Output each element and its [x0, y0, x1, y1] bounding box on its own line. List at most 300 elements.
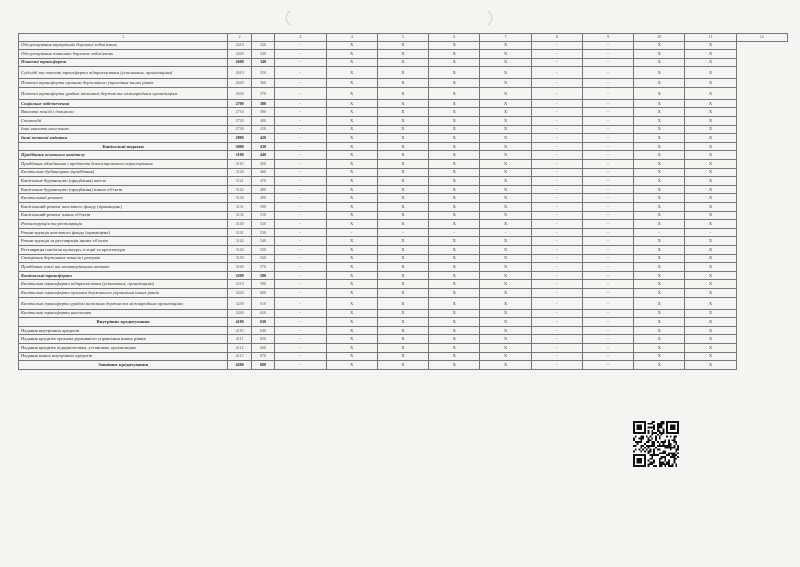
- table-cell: X: [480, 203, 531, 212]
- row-code: 500: [251, 203, 274, 212]
- row-code: 3200: [228, 271, 251, 280]
- row-code: 2410: [228, 41, 251, 50]
- row-label: Придбання землі та нематеріальних активів: [19, 263, 228, 272]
- table-cell: X: [634, 168, 685, 177]
- row-label: Капітальні трансферти органам державного управління інших рівнів: [19, 288, 228, 297]
- row-code: 4111: [228, 335, 251, 344]
- table-cell: X: [429, 220, 480, 229]
- table-cell: X: [377, 117, 428, 126]
- row-code: 3120: [228, 168, 251, 177]
- table-cell: X: [685, 343, 736, 352]
- table-cell: X: [326, 87, 377, 99]
- row-code: 3143: [228, 245, 251, 254]
- row-label: Поточні трансферти: [19, 58, 228, 67]
- table-cell: X: [377, 203, 428, 212]
- table-cell: -: [582, 194, 633, 203]
- table-cell: X: [685, 87, 736, 99]
- table-cell: X: [326, 335, 377, 344]
- table-cell: -: [531, 309, 582, 318]
- table-cell: X: [326, 177, 377, 186]
- table-cell: X: [326, 271, 377, 280]
- table-cell: X: [685, 280, 736, 289]
- table-cell: X: [480, 142, 531, 151]
- table-cell: X: [480, 237, 531, 246]
- row-code: 3230: [228, 297, 251, 309]
- table-row: [19, 335, 788, 344]
- table-cell: X: [480, 335, 531, 344]
- row-label: Придбання основного капіталу: [19, 151, 228, 160]
- table-row: [19, 203, 788, 212]
- table-cell: X: [429, 343, 480, 352]
- row-label: Капітальне будівництво (придбання): [19, 168, 228, 177]
- table-cell: -: [531, 177, 582, 186]
- table-row: [19, 245, 788, 254]
- table-cell: X: [326, 67, 377, 79]
- table-cell: X: [685, 50, 736, 59]
- table-cell: X: [429, 352, 480, 361]
- table-cell: X: [326, 168, 377, 177]
- table-row: [19, 79, 788, 88]
- table-cell: X: [480, 220, 531, 229]
- table-cell: X: [429, 280, 480, 289]
- table-cell: X: [429, 168, 480, 177]
- row-code: 360: [251, 79, 274, 88]
- row-code: 3220: [228, 288, 251, 297]
- table-row: [19, 288, 788, 297]
- row-label: Капітальне будівництво (придбання) житла: [19, 177, 228, 186]
- table-cell: X: [326, 280, 377, 289]
- table-cell: X: [685, 79, 736, 88]
- row-code: 3132: [228, 211, 251, 220]
- table-cell: X: [429, 211, 480, 220]
- row-label: Придбання обладнання і предметів довгострокового користування: [19, 160, 228, 169]
- table-cell: -: [531, 125, 582, 134]
- row-label: Надання кредитів підприємствам, установам, організаціям: [19, 343, 228, 352]
- table-cell: X: [480, 87, 531, 99]
- table-cell: X: [480, 151, 531, 160]
- table-cell: X: [326, 142, 377, 151]
- table-cell: -: [531, 87, 582, 99]
- table-cell: -: [582, 41, 633, 50]
- table-cell: -: [582, 151, 633, 160]
- table-cell: X: [634, 125, 685, 134]
- table-cell: X: [377, 280, 428, 289]
- table-cell: -: [582, 271, 633, 280]
- table-row: [19, 142, 788, 151]
- table-cell: X: [480, 108, 531, 117]
- row-label: Створення державних запасів і резервів: [19, 254, 228, 263]
- table-cell: X: [634, 271, 685, 280]
- table-cell: X: [480, 361, 531, 370]
- row-code: 3100: [228, 151, 251, 160]
- table-cell: X: [685, 134, 736, 143]
- table-cell: X: [377, 211, 428, 220]
- table-cell: X: [326, 237, 377, 246]
- table-cell: X: [429, 297, 480, 309]
- table-cell: X: [326, 297, 377, 309]
- row-code: 640: [251, 326, 274, 335]
- table-cell: X: [685, 108, 736, 117]
- table-cell: X: [480, 194, 531, 203]
- table-cell: X: [480, 254, 531, 263]
- table-cell: X: [480, 168, 531, 177]
- table-cell: X: [326, 211, 377, 220]
- table-cell: X: [326, 288, 377, 297]
- table-cell: X: [634, 177, 685, 186]
- table-cell: X: [377, 41, 428, 50]
- table-cell: X: [429, 99, 480, 108]
- row-code: 380: [251, 99, 274, 108]
- row-code: 460: [251, 168, 274, 177]
- table-cell: X: [634, 326, 685, 335]
- table-cell: X: [377, 361, 428, 370]
- table-cell: X: [634, 160, 685, 169]
- row-label: Інші виплати населенню: [19, 125, 228, 134]
- table-cell: X: [480, 177, 531, 186]
- row-code: 660: [251, 343, 274, 352]
- row-code: 630: [251, 318, 274, 327]
- table-cell: -: [275, 352, 326, 361]
- table-cell: -: [582, 254, 633, 263]
- table-cell: -: [531, 288, 582, 297]
- table-cell: -: [275, 117, 326, 126]
- table-cell: X: [634, 194, 685, 203]
- table-cell: X: [634, 288, 685, 297]
- table-cell: X: [685, 326, 736, 335]
- table-cell: X: [377, 288, 428, 297]
- table-cell: X: [326, 254, 377, 263]
- table-cell: X: [429, 254, 480, 263]
- table-cell: X: [429, 309, 480, 318]
- table-row: [19, 108, 788, 117]
- table-cell: -: [582, 108, 633, 117]
- table-cell: -: [275, 177, 326, 186]
- table-cell: -: [582, 185, 633, 194]
- table-cell: -: [582, 99, 633, 108]
- table-cell: X: [377, 335, 428, 344]
- table-cell: X: [377, 352, 428, 361]
- table-cell: X: [685, 58, 736, 67]
- table-cell: X: [634, 220, 685, 229]
- table-cell: -: [582, 245, 633, 254]
- table-cell: X: [429, 177, 480, 186]
- table-cell: -: [582, 203, 633, 212]
- row-code: 3110: [228, 160, 251, 169]
- table-cell: X: [326, 361, 377, 370]
- table-cell: X: [326, 185, 377, 194]
- table-row: [19, 309, 788, 318]
- table-cell: -: [531, 79, 582, 88]
- table-cell: X: [377, 263, 428, 272]
- row-label: Соціальне забезпечення: [19, 99, 228, 108]
- row-code: 550: [251, 245, 274, 254]
- row-code: 450: [251, 160, 274, 169]
- table-cell: X: [685, 203, 736, 212]
- row-code: 620: [251, 309, 274, 318]
- table-cell: -: [582, 50, 633, 59]
- table-cell: -: [275, 211, 326, 220]
- row-label: Внутрішнє кредитування: [19, 318, 228, 327]
- table-cell: X: [377, 151, 428, 160]
- table-cell: X: [326, 99, 377, 108]
- row-code: 3140: [228, 220, 251, 229]
- table-cell: X: [377, 318, 428, 327]
- table-cell: -: [634, 228, 685, 237]
- column-header: 9: [582, 34, 633, 42]
- table-cell: -: [275, 343, 326, 352]
- table-cell: X: [480, 79, 531, 88]
- row-code: 470: [251, 177, 274, 186]
- table-cell: X: [326, 194, 377, 203]
- row-code: 3131: [228, 203, 251, 212]
- table-row: [19, 254, 788, 263]
- table-cell: X: [429, 263, 480, 272]
- column-header: 5: [377, 34, 428, 42]
- row-code: 330: [251, 50, 274, 59]
- table-cell: -: [582, 142, 633, 151]
- row-code: 600: [251, 288, 274, 297]
- table-cell: X: [326, 245, 377, 254]
- table-cell: X: [685, 67, 736, 79]
- table-cell: X: [429, 271, 480, 280]
- table-cell: X: [429, 245, 480, 254]
- table-cell: X: [326, 318, 377, 327]
- table-cell: X: [480, 288, 531, 297]
- table-cell: X: [429, 142, 480, 151]
- row-code: 4100: [228, 318, 251, 327]
- row-code: 490: [251, 194, 274, 203]
- row-code: 670: [251, 352, 274, 361]
- table-cell: X: [377, 50, 428, 59]
- table-cell: -: [275, 271, 326, 280]
- table-cell: -: [582, 309, 633, 318]
- table-cell: X: [480, 185, 531, 194]
- row-label: Капітальні трансферти: [19, 271, 228, 280]
- table-cell: X: [634, 254, 685, 263]
- table-cell: -: [275, 288, 326, 297]
- table-header-row: [19, 34, 788, 42]
- table-cell: X: [377, 87, 428, 99]
- table-cell: X: [634, 50, 685, 59]
- table-cell: -: [531, 117, 582, 126]
- table-cell: X: [634, 99, 685, 108]
- table-cell: X: [634, 134, 685, 143]
- table-cell: X: [377, 194, 428, 203]
- column-header: [251, 34, 274, 42]
- table-cell: X: [685, 220, 736, 229]
- row-code: 2630: [228, 87, 251, 99]
- table-cell: X: [429, 67, 480, 79]
- table-cell: X: [377, 134, 428, 143]
- table-cell: X: [634, 79, 685, 88]
- table-cell: X: [429, 108, 480, 117]
- row-code: 590: [251, 280, 274, 289]
- table-cell: X: [685, 263, 736, 272]
- row-code: 2800: [228, 134, 251, 143]
- table-cell: -: [275, 245, 326, 254]
- table-row: [19, 194, 788, 203]
- row-code: 430: [251, 142, 274, 151]
- row-code: 3150: [228, 254, 251, 263]
- table-cell: X: [480, 245, 531, 254]
- table-row: [19, 168, 788, 177]
- punch-hole-mark: [486, 10, 498, 26]
- table-cell: X: [685, 245, 736, 254]
- table-row: [19, 318, 788, 327]
- row-code: 480: [251, 185, 274, 194]
- table-row: [19, 211, 788, 220]
- table-cell: X: [377, 108, 428, 117]
- row-label: Зовнішнє кредитування: [19, 361, 228, 370]
- table-cell: -: [531, 160, 582, 169]
- row-code: 520: [251, 220, 274, 229]
- punch-hole-mark: [280, 10, 292, 26]
- table-row: [19, 297, 788, 309]
- table-cell: X: [429, 79, 480, 88]
- table-cell: -: [275, 58, 326, 67]
- table-cell: -: [531, 352, 582, 361]
- column-header: 6: [429, 34, 480, 42]
- table-cell: X: [685, 168, 736, 177]
- table-cell: X: [377, 67, 428, 79]
- table-cell: -: [275, 134, 326, 143]
- table-cell: X: [326, 352, 377, 361]
- table-cell: -: [275, 335, 326, 344]
- column-header: 2: [228, 34, 251, 42]
- table-cell: X: [377, 271, 428, 280]
- table-cell: -: [531, 263, 582, 272]
- table-row: [19, 237, 788, 246]
- row-code: 540: [251, 237, 274, 246]
- table-cell: X: [634, 211, 685, 220]
- table-cell: X: [429, 87, 480, 99]
- table-cell: -: [429, 228, 480, 237]
- table-row: [19, 352, 788, 361]
- table-cell: -: [685, 228, 736, 237]
- table-row: [19, 151, 788, 160]
- row-code: 3130: [228, 194, 251, 203]
- table-cell: X: [377, 177, 428, 186]
- row-code: 440: [251, 151, 274, 160]
- row-code: 400: [251, 117, 274, 126]
- table-cell: -: [275, 99, 326, 108]
- table-row: [19, 160, 788, 169]
- table-cell: X: [429, 58, 480, 67]
- row-code: 4110: [228, 326, 251, 335]
- row-code: 2600: [228, 58, 251, 67]
- table-cell: -: [531, 194, 582, 203]
- table-cell: X: [480, 41, 531, 50]
- table-cell: -: [582, 288, 633, 297]
- table-cell: X: [480, 263, 531, 272]
- table-row: [19, 41, 788, 50]
- table-row: [19, 343, 788, 352]
- table-cell: X: [685, 160, 736, 169]
- table-cell: X: [685, 142, 736, 151]
- table-cell: -: [582, 297, 633, 309]
- table-cell: X: [480, 160, 531, 169]
- table-cell: X: [429, 41, 480, 50]
- table-cell: -: [582, 67, 633, 79]
- table-cell: X: [685, 194, 736, 203]
- row-label: Капітальні видатки: [19, 142, 228, 151]
- row-label: Реставрація пам'яток культури, історії та архітектури: [19, 245, 228, 254]
- row-label: Капітальні трансферти населенню: [19, 309, 228, 318]
- row-code: 320: [251, 41, 274, 50]
- table-cell: X: [634, 67, 685, 79]
- table-row: [19, 263, 788, 272]
- table-cell: -: [582, 79, 633, 88]
- row-code: 4200: [228, 361, 251, 370]
- row-code: 560: [251, 254, 274, 263]
- table-cell: -: [275, 220, 326, 229]
- table-cell: -: [275, 50, 326, 59]
- row-code: 420: [251, 134, 274, 143]
- table-cell: -: [275, 125, 326, 134]
- column-header: 3: [275, 34, 326, 42]
- table-cell: X: [429, 160, 480, 169]
- table-cell: X: [429, 361, 480, 370]
- table-cell: X: [634, 41, 685, 50]
- table-cell: X: [685, 125, 736, 134]
- table-cell: -: [582, 343, 633, 352]
- table-cell: X: [480, 58, 531, 67]
- table-cell: X: [326, 108, 377, 117]
- table-cell: X: [634, 263, 685, 272]
- table-cell: -: [275, 108, 326, 117]
- row-label: Капітальний ремонт: [19, 194, 228, 203]
- row-code: 570: [251, 263, 274, 272]
- table-cell: X: [377, 297, 428, 309]
- table-cell: X: [634, 203, 685, 212]
- table-cell: X: [480, 50, 531, 59]
- table-cell: -: [531, 99, 582, 108]
- table-row: [19, 280, 788, 289]
- row-code: 2610: [228, 67, 251, 79]
- table-cell: X: [377, 326, 428, 335]
- table-cell: -: [275, 361, 326, 370]
- row-code: 3121: [228, 177, 251, 186]
- table-cell: -: [275, 297, 326, 309]
- row-label: Надання кредитів органам державного управління інших рівнів: [19, 335, 228, 344]
- column-header: 11: [685, 34, 736, 42]
- row-code: 2710: [228, 108, 251, 117]
- table-cell: X: [480, 297, 531, 309]
- table-cell: X: [634, 87, 685, 99]
- row-code: 2720: [228, 117, 251, 126]
- table-cell: -: [582, 326, 633, 335]
- table-cell: -: [480, 228, 531, 237]
- table-row: [19, 125, 788, 134]
- table-cell: X: [634, 117, 685, 126]
- table-cell: -: [531, 151, 582, 160]
- table-cell: X: [634, 343, 685, 352]
- table-cell: -: [582, 318, 633, 327]
- table-row: [19, 271, 788, 280]
- table-cell: X: [377, 220, 428, 229]
- column-header: 1: [19, 34, 228, 42]
- table-cell: X: [685, 309, 736, 318]
- table-cell: -: [582, 134, 633, 143]
- row-code: 2420: [228, 50, 251, 59]
- table-cell: -: [531, 343, 582, 352]
- table-cell: -: [275, 41, 326, 50]
- row-label: Обслуговування внутрішніх боргових зобов'язань: [19, 41, 228, 50]
- table-cell: X: [685, 352, 736, 361]
- table-cell: X: [429, 117, 480, 126]
- table-cell: -: [275, 203, 326, 212]
- table-cell: -: [582, 237, 633, 246]
